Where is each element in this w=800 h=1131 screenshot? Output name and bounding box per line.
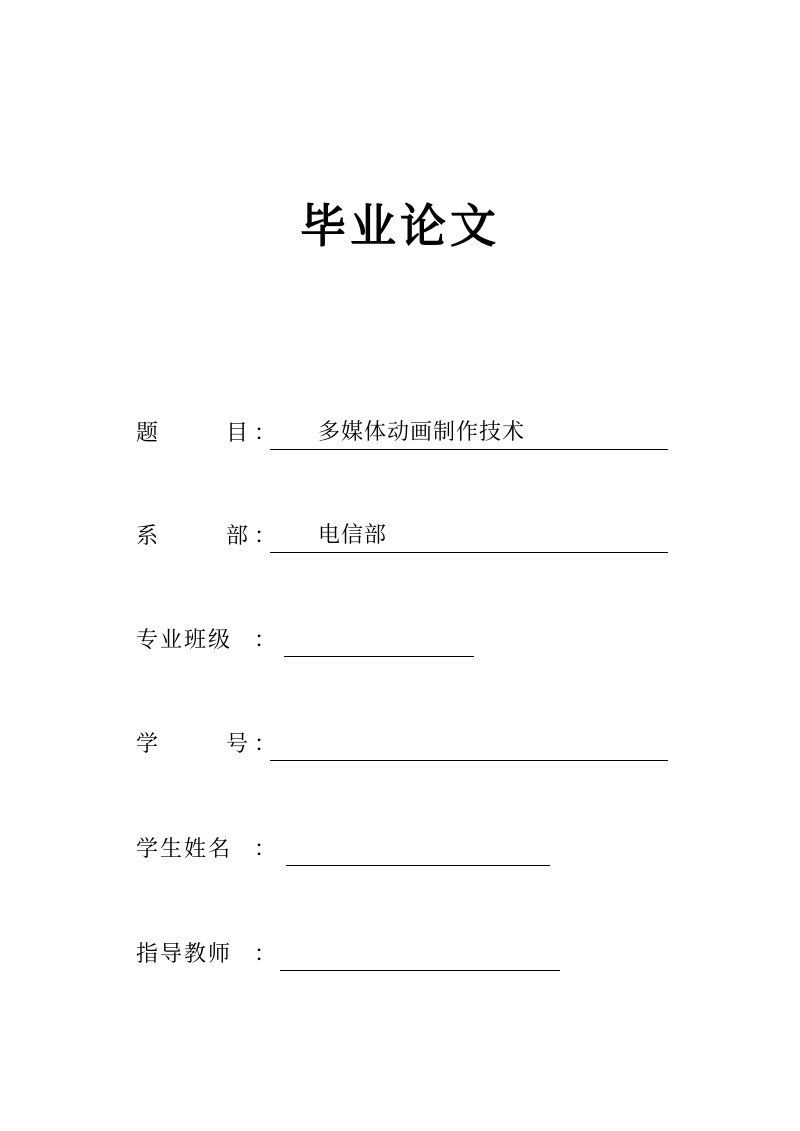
major-class-label: 专业班级: [136, 628, 233, 653]
department-label: 系 部: [136, 524, 249, 549]
document-title: 毕业论文: [300, 199, 500, 253]
department-colon: ：: [254, 524, 277, 549]
major-class-field[interactable]: [284, 625, 474, 657]
topic-value: 多媒体动画制作技术: [318, 420, 526, 445]
student-id-colon: ：: [254, 732, 277, 757]
department-value: 电信部: [318, 523, 388, 548]
student-name-colon: ：: [254, 837, 277, 862]
advisor-colon: ：: [254, 942, 277, 967]
department-field[interactable]: [270, 521, 668, 553]
student-name-field[interactable]: [286, 834, 550, 866]
student-id-field[interactable]: [270, 729, 668, 761]
advisor-field[interactable]: [280, 939, 560, 971]
student-id-label: 学 号: [136, 732, 249, 757]
topic-colon: ：: [254, 421, 277, 446]
student-name-label: 学生姓名: [136, 837, 233, 862]
major-class-colon: ：: [254, 628, 277, 653]
topic-field[interactable]: [270, 418, 668, 450]
topic-label: 题 目: [136, 421, 249, 446]
advisor-label: 指导教师: [136, 942, 233, 967]
